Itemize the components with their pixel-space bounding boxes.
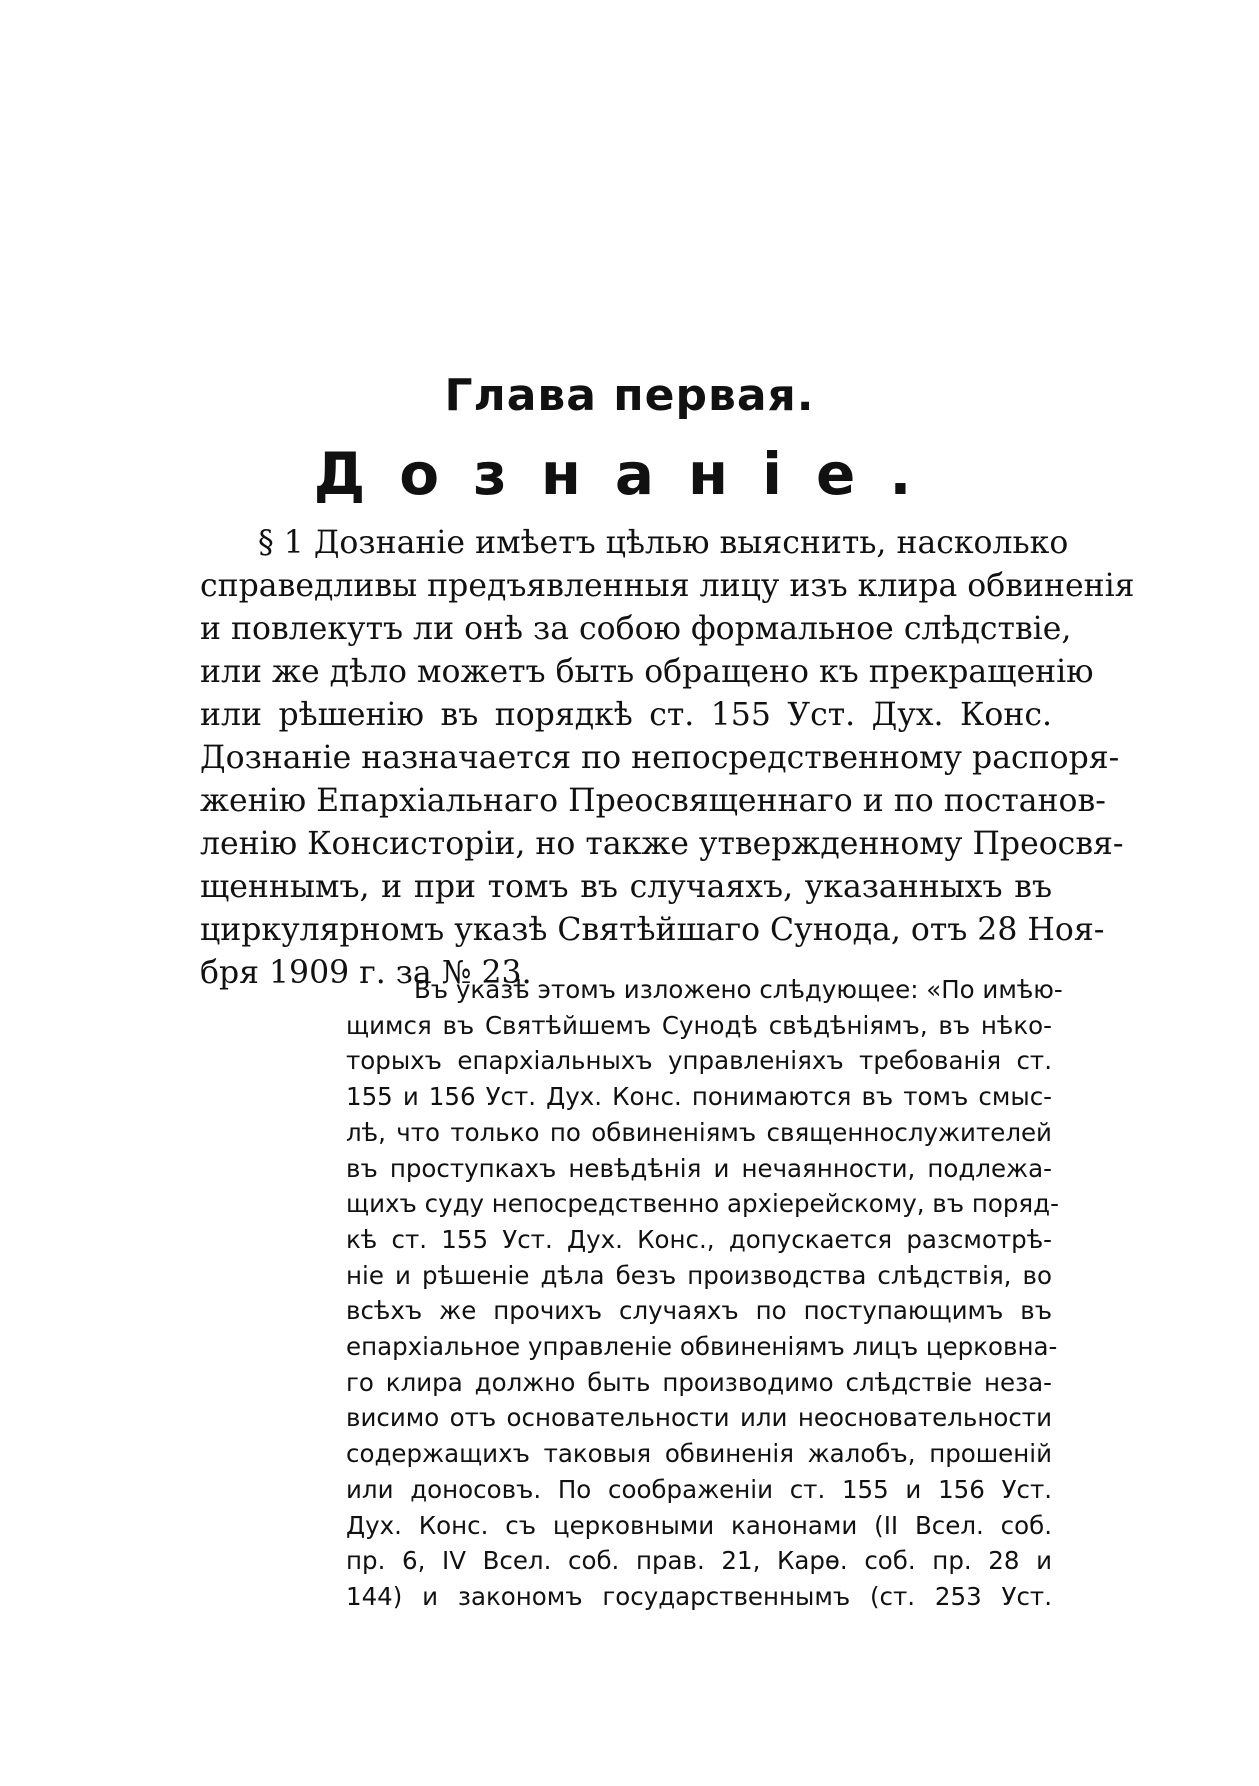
note-line: лѣ, что только по обвиненіямъ священнослужителей	[346, 1117, 1052, 1147]
text-line: щеннымъ, и при томъ въ случаяхъ, указанныхъ въ	[200, 869, 1052, 905]
text-line: и повлекутъ ли онѣ за собою формальное слѣдствіе,	[200, 611, 1072, 647]
note-line: ніе и рѣшеніе дѣла безъ производства слѣдствія, во	[346, 1260, 1052, 1290]
note-line: содержащихъ таковыя обвиненія жалобъ, прошеній	[346, 1439, 1052, 1469]
text-line: циркулярномъ указѣ Святѣйшаго Сунода, отъ 28 Ноя-	[200, 912, 1105, 948]
note-line: Въ указѣ этомъ изложено слѣдующее: «По имѣю-	[414, 975, 1063, 1004]
text-line: женію Епархіальнаго Преосвященнаго и по постанов-	[200, 783, 1106, 819]
text-line: или же дѣло можетъ быть обращено къ прекращенію	[200, 654, 1094, 690]
text-line: или рѣшенію въ порядкѣ ст. 155 Уст. Дух. Конс.	[200, 697, 1052, 733]
note-line: въ проступкахъ невѣдѣнія и нечаянности, подлежа-	[346, 1153, 1052, 1183]
note-line: 144) и закономъ государственнымъ (ст. 253 Уст.	[346, 1581, 1052, 1611]
note-line: или доносовъ. По соображеніи ст. 155 и 156 Уст.	[346, 1474, 1052, 1504]
note-line: всѣхъ же прочихъ случаяхъ по поступающимъ въ	[346, 1296, 1052, 1326]
main-paragraph	[200, 522, 1135, 995]
note-line: епархіальное управленіе обвиненіямъ лицъ церковна-	[346, 1332, 1058, 1362]
note-line: го клира должно быть производимо слѣдствіе неза-	[346, 1367, 1052, 1397]
note-paragraph	[346, 972, 1063, 1615]
note-line: кѣ ст. 155 Уст. Дух. Конс., допускается разсмотрѣ-	[346, 1224, 1052, 1254]
chapter-title: Глава первая.	[444, 370, 815, 421]
section-title: Дознаніе.	[313, 440, 946, 508]
note-line: щимся въ Святѣйшемъ Сунодѣ свѣдѣніямъ, въ нѣко-	[346, 1010, 1052, 1040]
text-line: бря 1909 г. за № 23.	[200, 955, 532, 991]
note-line: торыхъ епархіальныхъ управленіяхъ требованія ст.	[346, 1046, 1052, 1076]
note-line: висимо отъ основательности или неосновательности	[346, 1403, 1052, 1433]
text-line: § 1 Дознаніе имѣетъ цѣлью выяснить, насколько	[258, 525, 1069, 561]
text-line: справедливы предъявленныя лицу изъ клира обвиненія	[200, 568, 1135, 604]
note-line: щихъ суду непосредственно архіерейскому, въ поряд-	[346, 1189, 1059, 1219]
note-line: Дух. Конс. съ церковными канонами (II Всел. соб.	[346, 1510, 1052, 1540]
note-line: пр. 6, IV Всел. соб. прав. 21, Карѳ. соб. пр. 28 и	[346, 1546, 1052, 1576]
text-line: Дознаніе назначается по непосредственному распоря-	[200, 740, 1120, 776]
text-line: ленію Консисторіи, но также утвержденному Преосвя-	[200, 826, 1124, 862]
note-line: 155 и 156 Уст. Дух. Конс. понимаются въ томъ смыс-	[346, 1082, 1052, 1112]
